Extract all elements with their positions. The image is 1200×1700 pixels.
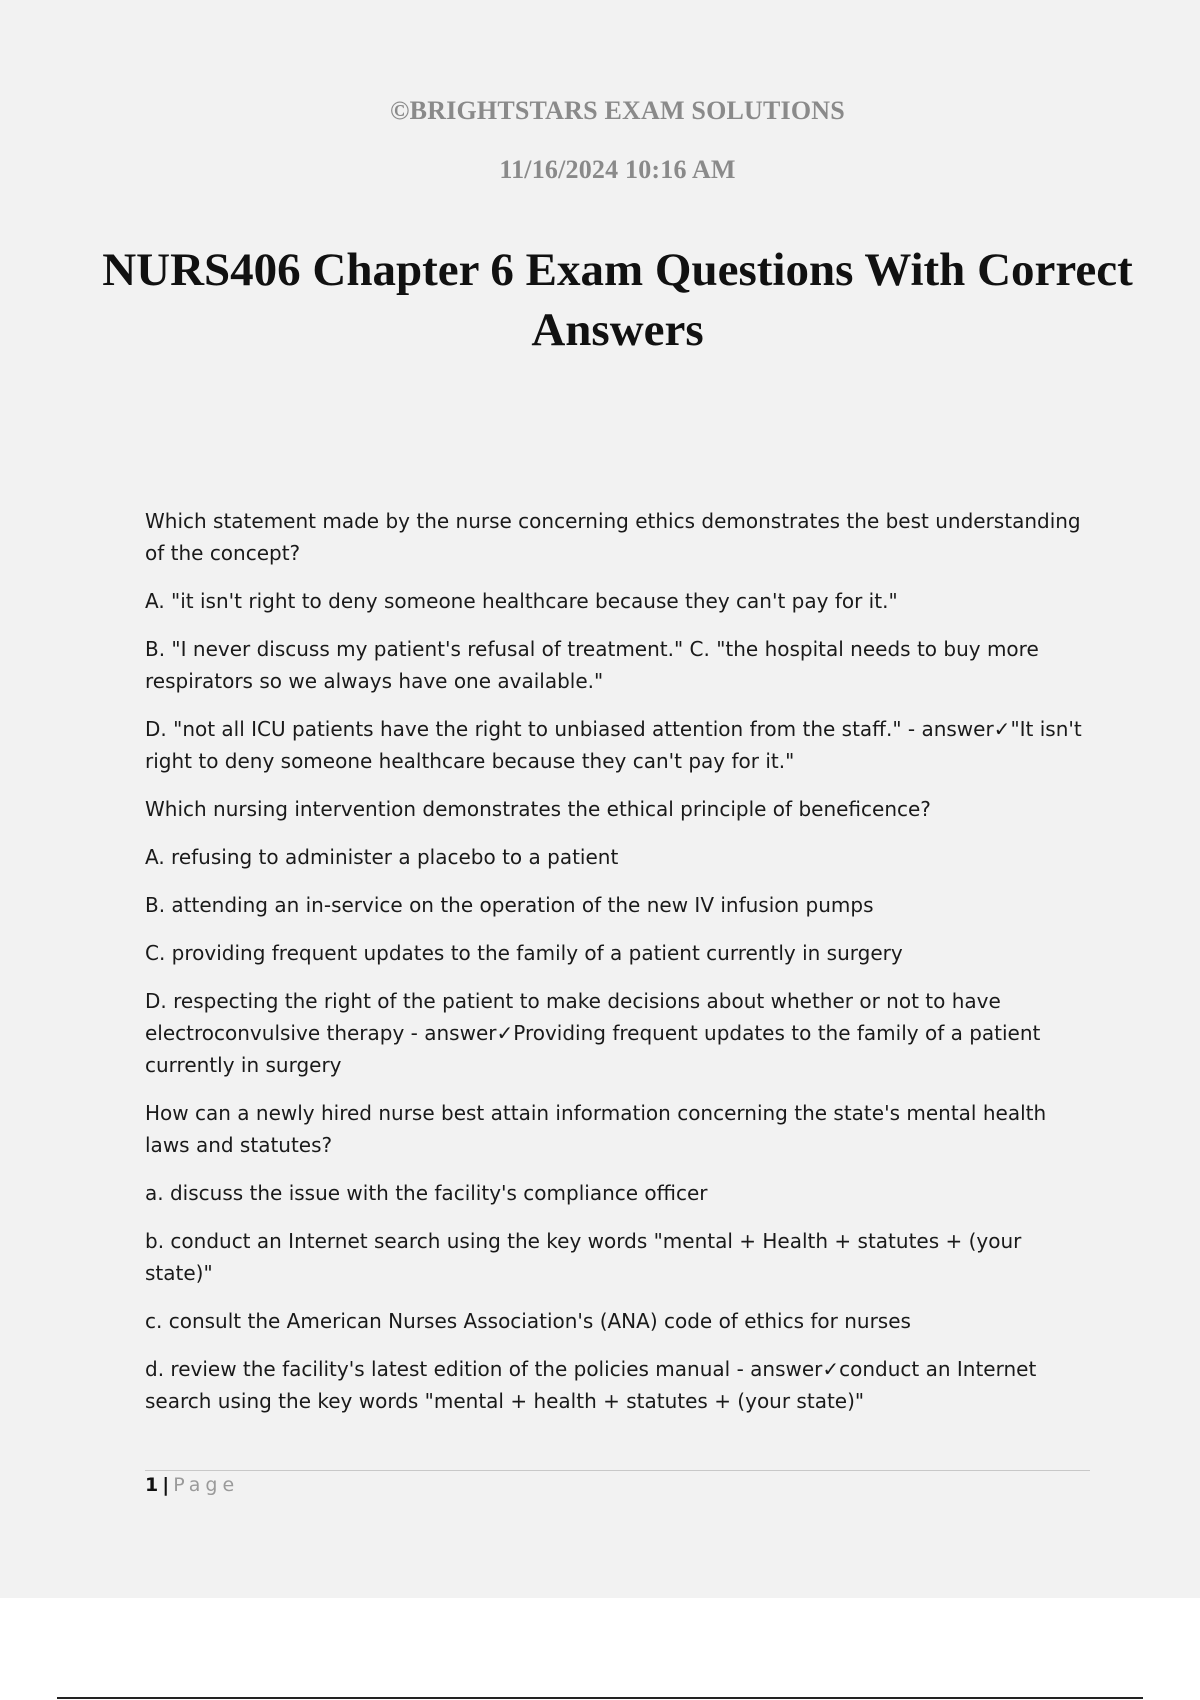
watermark-company: ©BRIGHTSTARS EXAM SOLUTIONS [390, 96, 845, 125]
question-2-option-d-answer: D. respecting the right of the patient to make decisions about whether or not to have electroconvulsive therapy - answer✓Providing frequent updates to the family of a patient currently in surgery [145, 989, 1041, 1077]
question-1-option-a: A. "it isn't right to deny someone healthcare because they can't pay for it." [145, 589, 898, 613]
question-1-stem: Which statement made by the nurse concerning ethics demonstrates the best understanding of the concept? [145, 509, 1081, 565]
page-footer [145, 1473, 239, 1497]
question-2-stem: Which nursing intervention demonstrates the ethical principle of beneficence? [145, 797, 931, 821]
document-title: NURS406 Chapter 6 Exam Questions With Correct Answers [102, 244, 1133, 356]
question-3-stem: How can a newly hired nurse best attain information concerning the state's mental health laws and statutes? [145, 1101, 1047, 1157]
page-number: 1 [145, 1474, 159, 1496]
watermark-date: 11/16/2024 10:16 AM [499, 155, 736, 184]
question-2-option-b: B. attending an in-service on the operation of the new IV infusion pumps [145, 893, 874, 917]
page-label: Page [173, 1474, 240, 1496]
question-2-option-c: C. providing frequent updates to the family of a patient currently in surgery [145, 941, 903, 965]
question-3-option-c: c. consult the American Nurses Association's (ANA) code of ethics for nurses [145, 1309, 911, 1333]
next-page-top-rule [57, 1697, 1143, 1699]
footer-divider [145, 1470, 1090, 1471]
question-2-option-a: A. refusing to administer a placebo to a patient [145, 845, 619, 869]
question-1-option-d-answer: D. "not all ICU patients have the right to unbiased attention from the staff." - answer✓"It isn't right to deny someone healthcare because they can't pay for it." [145, 717, 1082, 773]
page-separator: | [162, 1474, 170, 1496]
question-3-option-b: b. conduct an Internet search using the key words "mental + Health + statutes + (your state)" [145, 1229, 1022, 1285]
question-1-option-b-c: B. "I never discuss my patient's refusal of treatment." C. "the hospital needs to buy more respirators so we always have one available." [145, 637, 1039, 693]
question-3-option-d-answer: d. review the facility's latest edition of the policies manual - answer✓conduct an Internet search using the key words "mental + health + statutes + (your state)" [145, 1357, 1037, 1413]
question-3-option-a: a. discuss the issue with the facility's compliance officer [145, 1181, 708, 1205]
questions-body [145, 505, 1095, 1433]
